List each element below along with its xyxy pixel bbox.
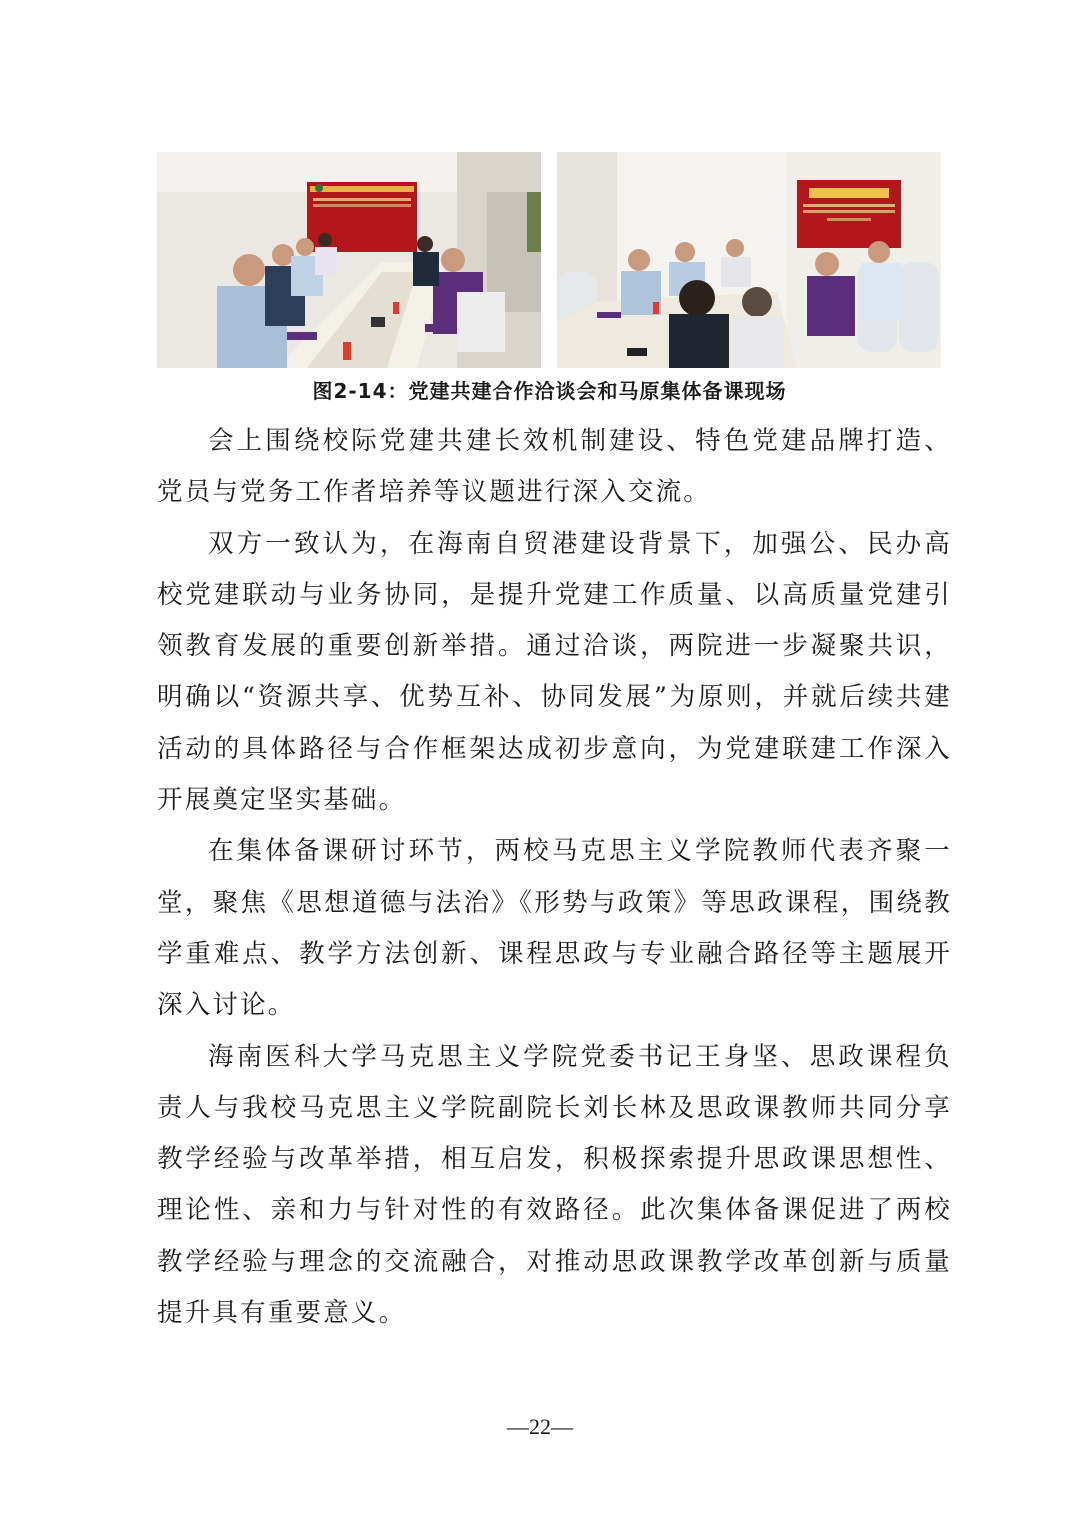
article-body xyxy=(157,416,952,1339)
paragraph-1: 会上围绕校际党建共建长效机制建设、特色党建品牌打造、党员与党务工作者培养等议题进行深入交流。 xyxy=(157,426,952,508)
meeting-photo-left-image xyxy=(157,152,541,368)
meeting-photo-left xyxy=(157,152,541,368)
paragraph-3: 在集体备课研讨环节，两校马克思主义学院教师代表齐聚一堂，聚焦《思想道德与法治》《形势与政策》等思政课程，围绕教学重难点、教学方法创新、课程思政与专业融合路径等主题展开深入讨论。 xyxy=(157,836,952,1021)
paragraph-2: 双方一致认为，在海南自贸港建设背景下，加强公、民办高校党建联动与业务协同，是提升党建工作质量、以高质量党建引领教育发展的重要创新举措。通过洽谈，两院进一步凝聚共识，明确以“资源共享、优势互补、协同发展”为原则，并就后续共建活动的具体路径与合作框架达成初步意向，为党建联建工作深入开展奠定坚实基础。 xyxy=(157,528,952,816)
figure-caption: 图2-14：党建共建合作洽谈会和马原集体备课现场 xyxy=(312,379,787,403)
meeting-photo-right-image xyxy=(557,152,941,368)
meeting-photo-right xyxy=(557,152,941,368)
page-number: —22— xyxy=(507,1414,573,1439)
paragraph-4: 海南医科大学马克思主义学院党委书记王身坚、思政课程负责人与我校马克思主义学院副院长刘长林及思政课教师共同分享教学经验与改革举措，相互启发，积极探索提升思政课思想性、理论性、亲和力与针对性的有效路径。此次集体备课促进了两校教学经验与理念的交流融合，对推动思政课教学改革创新与质量提升具有重要意义。 xyxy=(157,1041,952,1329)
